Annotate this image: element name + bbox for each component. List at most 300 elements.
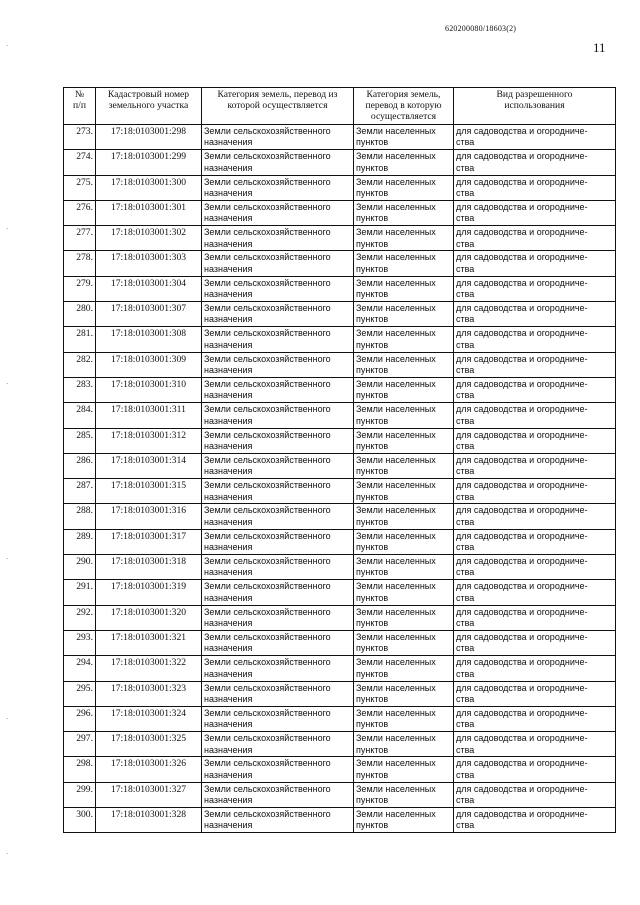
permitted-use-line: для садоводства и огородниче- xyxy=(456,682,588,693)
category-to-line: пунктов xyxy=(356,390,389,401)
category-from-line: назначения xyxy=(204,618,253,629)
category-from-cell xyxy=(202,226,354,251)
table-row xyxy=(64,226,616,251)
category-to-line: пунктов xyxy=(356,542,389,553)
category-from-line: Земли сельскохозяйственного xyxy=(204,378,331,389)
permitted-use-cell xyxy=(454,504,616,529)
permitted-use-line: ства xyxy=(456,592,475,603)
permitted-use-cell xyxy=(454,605,616,630)
row-number: 293. xyxy=(64,630,96,655)
permitted-use-line: для садоводства и огородниче- xyxy=(456,277,588,288)
margin-mark: · xyxy=(6,380,9,388)
category-to-line: пунктов xyxy=(356,769,389,780)
category-from-line: назначения xyxy=(204,188,253,198)
header-number xyxy=(64,88,96,125)
permitted-use-line: для садоводства и огородниче- xyxy=(456,378,588,389)
row-number: 278. xyxy=(64,251,96,276)
permitted-use-line: ства xyxy=(456,542,475,553)
category-to-cell xyxy=(354,251,454,276)
category-to-cell xyxy=(354,706,454,731)
category-to-line: пунктов xyxy=(356,415,389,426)
category-from-cell xyxy=(202,555,354,580)
category-to-cell xyxy=(354,504,454,529)
cadastral-number: 17:18:0103001:308 xyxy=(96,327,202,352)
category-to-cell xyxy=(354,377,454,402)
category-from-line: Земли сельскохозяйственного xyxy=(204,682,331,693)
category-to-line: пунктов xyxy=(356,289,389,300)
category-from-line: Земли сельскохозяйственного xyxy=(204,556,331,567)
category-from-line: назначения xyxy=(204,213,253,224)
category-from-line: назначения xyxy=(204,390,253,401)
table-row xyxy=(64,327,616,352)
category-to-cell xyxy=(354,150,454,175)
row-number: 280. xyxy=(64,302,96,327)
category-to-cell xyxy=(354,453,454,478)
permitted-use-line: для садоводства и огородниче- xyxy=(456,353,588,364)
category-from-line: Земли сельскохозяйственного xyxy=(204,783,331,794)
permitted-use-line: ства xyxy=(456,390,475,401)
table-row xyxy=(64,605,616,630)
category-from-cell xyxy=(202,504,354,529)
category-to-line: пунктов xyxy=(356,643,389,654)
land-plots-table xyxy=(63,87,616,833)
category-to-cell xyxy=(354,757,454,782)
permitted-use-cell xyxy=(454,302,616,327)
category-to-line: Земли населенных xyxy=(356,227,436,238)
cadastral-number: 17:18:0103001:312 xyxy=(96,428,202,453)
category-to-line: Земли населенных xyxy=(356,378,436,389)
category-to-line: пунктов xyxy=(356,238,389,249)
table-row xyxy=(64,428,616,453)
row-number: 294. xyxy=(64,656,96,681)
cadastral-number: 17:18:0103001:309 xyxy=(96,352,202,377)
category-to-cell xyxy=(354,276,454,301)
margin-mark: · xyxy=(6,555,9,563)
category-from-line: назначения xyxy=(204,466,253,477)
table-row xyxy=(64,681,616,706)
category-from-line: Земли сельскохозяйственного xyxy=(204,581,331,592)
category-from-line: назначения xyxy=(204,137,253,148)
permitted-use-line: ства xyxy=(456,162,475,173)
permitted-use-cell xyxy=(454,276,616,301)
category-from-line: назначения xyxy=(204,542,253,553)
category-from-line: назначения xyxy=(204,162,253,173)
category-to-cell xyxy=(354,656,454,681)
category-from-line: назначения xyxy=(204,491,253,502)
table-row xyxy=(64,479,616,504)
row-number: 292. xyxy=(64,605,96,630)
category-to-line: Земли населенных xyxy=(356,657,436,668)
table-row xyxy=(64,757,616,782)
row-number: 277. xyxy=(64,226,96,251)
table-row xyxy=(64,302,616,327)
category-to-line: Земли населенных xyxy=(356,353,436,364)
category-to-line: Земли населенных xyxy=(356,454,436,465)
permitted-use-line: для садоводства и огородниче- xyxy=(456,303,588,314)
row-number: 297. xyxy=(64,732,96,757)
table-row xyxy=(64,732,616,757)
category-from-line: назначения xyxy=(204,795,253,806)
document-id: 620200080/18603(2) xyxy=(445,24,517,33)
category-from-line: Земли сельскохозяйственного xyxy=(204,176,331,187)
margin-mark: · xyxy=(6,715,9,723)
category-from-cell xyxy=(202,630,354,655)
category-to-cell xyxy=(354,200,454,225)
category-to-line: пунктов xyxy=(356,314,389,325)
category-to-cell xyxy=(354,327,454,352)
category-to-line: Земли населенных xyxy=(356,480,436,491)
category-to-line: Земли населенных xyxy=(356,783,436,794)
permitted-use-line: для садоводства и огородниче- xyxy=(456,227,588,238)
row-number: 285. xyxy=(64,428,96,453)
permitted-use-cell xyxy=(454,782,616,807)
permitted-use-cell xyxy=(454,706,616,731)
category-to-line: Земли населенных xyxy=(356,126,436,136)
permitted-use-cell xyxy=(454,732,616,757)
category-to-line: Земли населенных xyxy=(356,303,436,314)
table-row xyxy=(64,377,616,402)
category-from-line: назначения xyxy=(204,567,253,578)
category-from-line: назначения xyxy=(204,289,253,300)
cadastral-number: 17:18:0103001:326 xyxy=(96,757,202,782)
row-number: 283. xyxy=(64,377,96,402)
category-to-line: Земли населенных xyxy=(356,809,436,820)
category-to-cell xyxy=(354,630,454,655)
permitted-use-line: для садоводства и огородниче- xyxy=(456,733,588,744)
category-from-line: Земли сельскохозяйственного xyxy=(204,328,331,339)
category-to-line: Земли населенных xyxy=(356,606,436,617)
category-from-cell xyxy=(202,276,354,301)
permitted-use-line: для садоводства и огородниче- xyxy=(456,530,588,541)
row-number: 281. xyxy=(64,327,96,352)
category-to-line: Земли населенных xyxy=(356,707,436,718)
permitted-use-line: ства xyxy=(456,415,475,426)
permitted-use-cell xyxy=(454,479,616,504)
cadastral-number: 17:18:0103001:304 xyxy=(96,276,202,301)
header-permitted-use xyxy=(454,88,616,125)
cadastral-number: 17:18:0103001:327 xyxy=(96,782,202,807)
permitted-use-cell xyxy=(454,808,616,833)
permitted-use-line: ства xyxy=(456,567,475,578)
permitted-use-line: ства xyxy=(456,188,475,198)
category-to-line: Земли населенных xyxy=(356,277,436,288)
cadastral-number: 17:18:0103001:324 xyxy=(96,706,202,731)
permitted-use-cell xyxy=(454,428,616,453)
category-from-line: назначения xyxy=(204,668,253,679)
category-from-cell xyxy=(202,479,354,504)
category-to-cell xyxy=(354,580,454,605)
cadastral-number: 17:18:0103001:302 xyxy=(96,226,202,251)
category-from-cell xyxy=(202,732,354,757)
category-from-line: Земли сельскохозяйственного xyxy=(204,657,331,668)
row-number: 299. xyxy=(64,782,96,807)
category-to-line: Земли населенных xyxy=(356,404,436,415)
category-to-line: пунктов xyxy=(356,263,389,274)
permitted-use-line: ства xyxy=(456,744,475,755)
permitted-use-line: ства xyxy=(456,820,475,831)
row-number: 291. xyxy=(64,580,96,605)
header-category-to xyxy=(354,88,454,125)
permitted-use-line: для садоводства и огородниче- xyxy=(456,505,588,516)
permitted-use-cell xyxy=(454,226,616,251)
row-number: 279. xyxy=(64,276,96,301)
cadastral-number: 17:18:0103001:325 xyxy=(96,732,202,757)
category-from-cell xyxy=(202,757,354,782)
header-line: Кадастровый номер xyxy=(107,89,190,100)
category-to-line: Земли населенных xyxy=(356,556,436,567)
category-to-line: пунктов xyxy=(356,188,389,198)
permitted-use-line: ства xyxy=(456,516,475,527)
permitted-use-line: для садоводства и огородниче- xyxy=(456,809,588,820)
category-from-line: Земли сельскохозяйственного xyxy=(204,758,331,769)
category-from-cell xyxy=(202,656,354,681)
permitted-use-cell xyxy=(454,150,616,175)
table-row xyxy=(64,125,616,150)
row-number: 289. xyxy=(64,529,96,554)
category-from-cell xyxy=(202,428,354,453)
category-to-line: пунктов xyxy=(356,365,389,376)
table-row xyxy=(64,529,616,554)
header-category-from xyxy=(202,88,354,125)
row-number: 276. xyxy=(64,200,96,225)
cadastral-number: 17:18:0103001:301 xyxy=(96,200,202,225)
permitted-use-line: для садоводства и огородниче- xyxy=(456,404,588,415)
permitted-use-line: ства xyxy=(456,466,475,477)
permitted-use-cell xyxy=(454,200,616,225)
category-from-line: назначения xyxy=(204,820,253,831)
category-from-cell xyxy=(202,251,354,276)
cadastral-number: 17:18:0103001:307 xyxy=(96,302,202,327)
permitted-use-cell xyxy=(454,656,616,681)
permitted-use-cell xyxy=(454,453,616,478)
cadastral-number: 17:18:0103001:319 xyxy=(96,580,202,605)
permitted-use-line: ства xyxy=(456,339,475,350)
category-to-line: Земли населенных xyxy=(356,201,436,212)
category-to-cell xyxy=(354,782,454,807)
category-from-cell xyxy=(202,200,354,225)
category-to-line: Земли населенных xyxy=(356,733,436,744)
permitted-use-line: ства xyxy=(456,213,475,224)
row-number: 287. xyxy=(64,479,96,504)
category-from-cell xyxy=(202,706,354,731)
permitted-use-line: для садоводства и огородниче- xyxy=(456,707,588,718)
category-from-line: Земли сельскохозяйственного xyxy=(204,505,331,516)
category-to-line: пунктов xyxy=(356,567,389,578)
table-row xyxy=(64,630,616,655)
permitted-use-line: для садоводства и огородниче- xyxy=(456,176,588,187)
category-to-line: пунктов xyxy=(356,719,389,730)
category-from-line: Земли сельскохозяйственного xyxy=(204,227,331,238)
permitted-use-line: для садоводства и огородниче- xyxy=(456,556,588,567)
row-number: 273. xyxy=(64,125,96,150)
category-to-line: пунктов xyxy=(356,491,389,502)
permitted-use-line: для садоводства и огородниче- xyxy=(456,252,588,263)
category-from-line: Земли сельскохозяйственного xyxy=(204,277,331,288)
category-from-line: Земли сельскохозяйственного xyxy=(204,707,331,718)
permitted-use-line: для садоводства и огородниче- xyxy=(456,631,588,642)
table-header xyxy=(64,88,616,125)
header-line: которой осуществляется xyxy=(227,100,328,112)
header-line: Вид разрешенного xyxy=(496,89,573,100)
category-to-line: Земли населенных xyxy=(356,758,436,769)
permitted-use-line: ства xyxy=(456,137,475,148)
cadastral-number: 17:18:0103001:299 xyxy=(96,150,202,175)
category-to-line: пунктов xyxy=(356,744,389,755)
category-to-line: Земли населенных xyxy=(356,505,436,516)
cadastral-number: 17:18:0103001:328 xyxy=(96,808,202,833)
permitted-use-line: для садоводства и огородниче- xyxy=(456,151,588,162)
category-from-cell xyxy=(202,580,354,605)
row-number: 295. xyxy=(64,681,96,706)
table-row xyxy=(64,555,616,580)
category-from-line: Земли сельскохозяйственного xyxy=(204,429,331,440)
category-from-cell xyxy=(202,377,354,402)
category-from-cell xyxy=(202,327,354,352)
category-from-line: Земли сельскохозяйственного xyxy=(204,353,331,364)
cadastral-number: 17:18:0103001:311 xyxy=(96,403,202,428)
table-row xyxy=(64,352,616,377)
category-from-cell xyxy=(202,808,354,833)
row-number: 284. xyxy=(64,403,96,428)
table-row xyxy=(64,656,616,681)
category-from-line: Земли сельскохозяйственного xyxy=(204,303,331,314)
header-cadastral-number xyxy=(96,88,202,125)
category-from-cell xyxy=(202,125,354,150)
cadastral-number: 17:18:0103001:322 xyxy=(96,656,202,681)
category-to-line: пунктов xyxy=(356,516,389,527)
cadastral-number: 17:18:0103001:321 xyxy=(96,630,202,655)
category-from-line: назначения xyxy=(204,238,253,249)
cadastral-number: 17:18:0103001:298 xyxy=(96,125,202,150)
header-line: осуществляется xyxy=(370,111,437,123)
permitted-use-line: для садоводства и огородниче- xyxy=(456,201,588,212)
category-to-line: Земли населенных xyxy=(356,151,436,162)
category-from-line: назначения xyxy=(204,314,253,325)
table-row xyxy=(64,782,616,807)
category-from-line: назначения xyxy=(204,339,253,350)
category-to-line: Земли населенных xyxy=(356,429,436,440)
category-from-line: Земли сельскохозяйственного xyxy=(204,809,331,820)
permitted-use-line: ства xyxy=(456,719,475,730)
category-from-line: назначения xyxy=(204,440,253,451)
category-to-line: пунктов xyxy=(356,213,389,224)
category-from-line: Земли сельскохозяйственного xyxy=(204,480,331,491)
category-from-line: Земли сельскохозяйственного xyxy=(204,201,331,212)
row-number: 300. xyxy=(64,808,96,833)
category-from-cell xyxy=(202,605,354,630)
category-to-line: Земли населенных xyxy=(356,328,436,339)
category-from-line: Земли сельскохозяйственного xyxy=(204,151,331,162)
category-to-line: пунктов xyxy=(356,592,389,603)
row-number: 298. xyxy=(64,757,96,782)
permitted-use-line: ства xyxy=(456,618,475,629)
row-number: 275. xyxy=(64,175,96,200)
category-from-line: назначения xyxy=(204,592,253,603)
category-to-line: пунктов xyxy=(356,668,389,679)
row-number: 296. xyxy=(64,706,96,731)
category-from-cell xyxy=(202,150,354,175)
permitted-use-line: ства xyxy=(456,314,475,325)
permitted-use-line: ства xyxy=(456,238,475,249)
permitted-use-cell xyxy=(454,403,616,428)
category-from-cell xyxy=(202,681,354,706)
category-to-line: пунктов xyxy=(356,339,389,350)
table-row xyxy=(64,808,616,833)
table-header-row xyxy=(64,88,616,125)
category-from-line: Земли сельскохозяйственного xyxy=(204,606,331,617)
category-to-cell xyxy=(354,175,454,200)
permitted-use-cell xyxy=(454,630,616,655)
category-to-line: Земли населенных xyxy=(356,581,436,592)
category-from-line: Земли сельскохозяйственного xyxy=(204,631,331,642)
table-row xyxy=(64,403,616,428)
category-from-cell xyxy=(202,529,354,554)
permitted-use-line: для садоводства и огородниче- xyxy=(456,454,588,465)
category-from-line: назначения xyxy=(204,415,253,426)
category-to-line: пунктов xyxy=(356,162,389,173)
category-from-cell xyxy=(202,302,354,327)
category-from-cell xyxy=(202,453,354,478)
permitted-use-line: ства xyxy=(456,440,475,451)
permitted-use-line: для садоводства и огородниче- xyxy=(456,480,588,491)
permitted-use-line: для садоводства и огородниче- xyxy=(456,758,588,769)
cadastral-number: 17:18:0103001:314 xyxy=(96,453,202,478)
category-to-cell xyxy=(354,302,454,327)
category-from-line: назначения xyxy=(204,516,253,527)
permitted-use-line: ства xyxy=(456,795,475,806)
table-row xyxy=(64,504,616,529)
permitted-use-line: ства xyxy=(456,769,475,780)
permitted-use-line: ства xyxy=(456,263,475,274)
category-from-cell xyxy=(202,782,354,807)
category-from-line: Земли сельскохозяйственного xyxy=(204,252,331,263)
permitted-use-cell xyxy=(454,327,616,352)
permitted-use-line: ства xyxy=(456,668,475,679)
table-row xyxy=(64,175,616,200)
category-from-cell xyxy=(202,352,354,377)
category-to-line: Земли населенных xyxy=(356,682,436,693)
category-to-line: Земли населенных xyxy=(356,252,436,263)
category-to-line: Земли населенных xyxy=(356,530,436,541)
category-to-line: пунктов xyxy=(356,440,389,451)
permitted-use-line: ства xyxy=(456,643,475,654)
permitted-use-cell xyxy=(454,681,616,706)
header-line: использования xyxy=(504,100,565,112)
table-row xyxy=(64,200,616,225)
cadastral-number: 17:18:0103001:310 xyxy=(96,377,202,402)
category-from-line: Земли сельскохозяйственного xyxy=(204,733,331,744)
permitted-use-line: для садоводства и огородниче- xyxy=(456,328,588,339)
cadastral-number: 17:18:0103001:317 xyxy=(96,529,202,554)
permitted-use-line: для садоводства и огородниче- xyxy=(456,606,588,617)
category-from-line: назначения xyxy=(204,365,253,376)
permitted-use-line: ства xyxy=(456,693,475,704)
category-to-cell xyxy=(354,352,454,377)
permitted-use-cell xyxy=(454,377,616,402)
permitted-use-line: для садоводства и огородниче- xyxy=(456,783,588,794)
header-line: Категория земель, xyxy=(366,89,441,100)
margin-mark: · xyxy=(6,42,9,50)
cadastral-number: 17:18:0103001:323 xyxy=(96,681,202,706)
permitted-use-cell xyxy=(454,529,616,554)
category-from-line: назначения xyxy=(204,263,253,274)
category-to-cell xyxy=(354,732,454,757)
category-to-cell xyxy=(354,605,454,630)
category-from-line: назначения xyxy=(204,643,253,654)
row-number: 274. xyxy=(64,150,96,175)
category-from-line: назначения xyxy=(204,693,253,704)
category-to-cell xyxy=(354,125,454,150)
